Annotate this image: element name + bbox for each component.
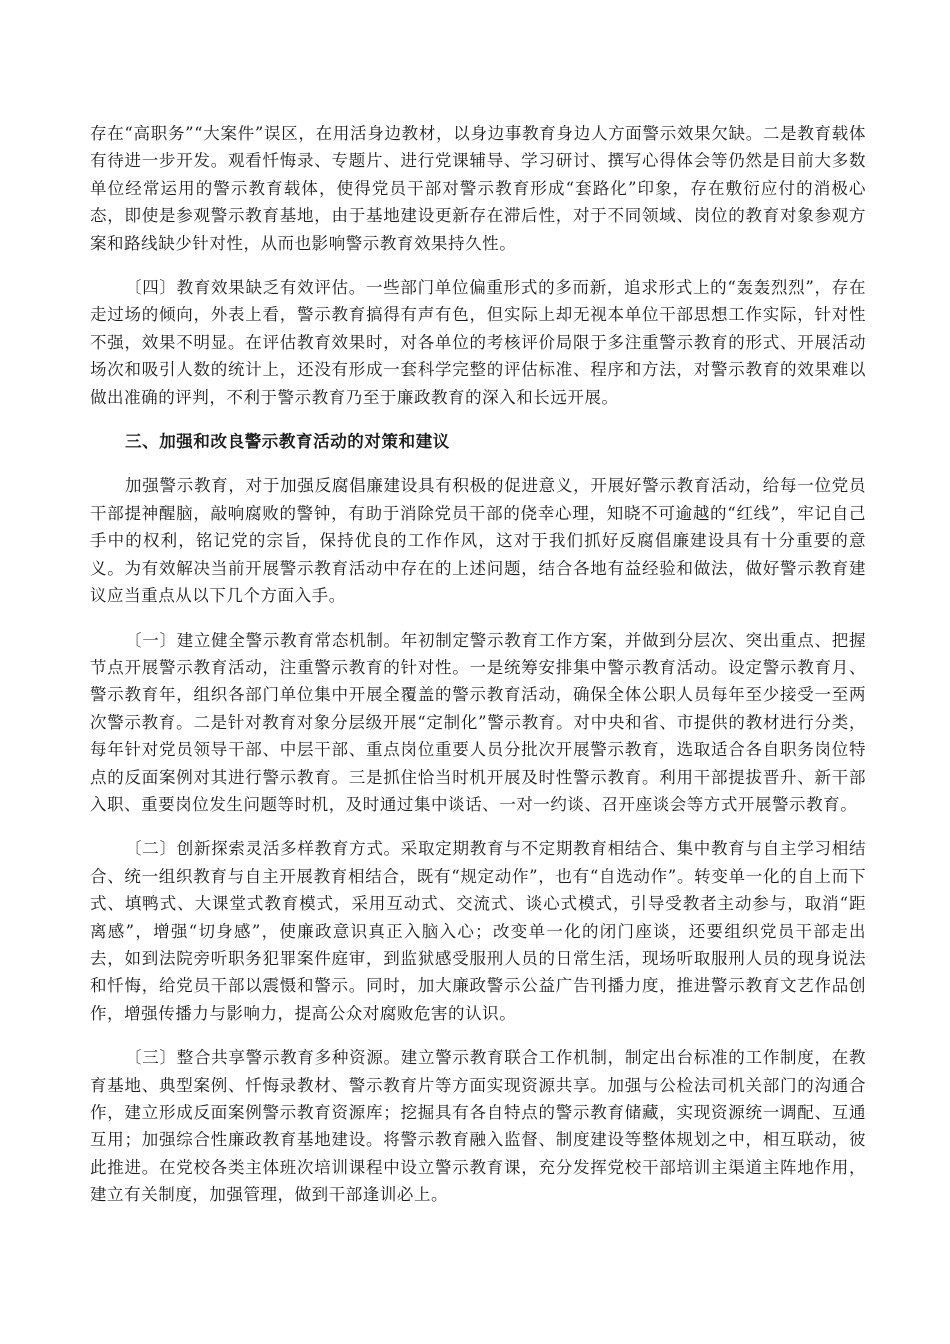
paragraph-education-carrier: 存在“高职务”“大案件”误区，在用活身边教材，以身边事教育身边人方面警示效果欠缺。二是教育载体有待进一步开发。观看忏悔录、专题片、进行党课辅导、学习研讨、撰写心得体会等仍然是目前大多数单位经常运用的警示教育载体，使得党员干部对警示教育形成“套路化”印象，存在敷衍应付的消极心态，即使是参观警示教育基地，由于基地建设更新存在滞后性，对于不同领域、岗位的教育对象参观方案和路线缺少针对性，从而也影响警示教育效果持久性。 (90, 124, 866, 253)
paragraph-intro: 加强警示教育，对于加强反腐倡廉建设具有积极的促进意义，开展好警示教育活动，给每一位党员干部提神醒脑，敲响腐败的警钟，有助于消除党员干部的侥幸心理，知晓不可逾越的“红线”，牢记自己手中的权利，铭记党的宗旨，保持优良的工作作风，这对于我们抓好反腐倡廉建设具有十分重要的意义。为有效解决当前开展警示教育活动中存在的上述问题，结合各地有益经验和做法，做好警示教育建议应当重点从以下几个方面入手。 (90, 476, 866, 606)
paragraph-mechanism: 〔一〕建立健全警示教育常态机制。年初制定警示教育工作方案，并做到分层次、突出重点、把握节点开展警示教育活动，注重警示教育的针对性。一是统筹安排集中警示教育活动。设定警示教育月、警示教育年，组织各部门单位集中开展全覆盖的警示教育活动，确保全体公职人员每年至少接受一至两次警示教育。二是针对教育对象分层级开展“定制化”警示教育。对中央和省、市提供的教材进行分类，每年针对党员领导干部、中层干部、重点岗位重要人员分批次开展警示教育，选取适合各自职务岗位特点的反面案例对其进行警示教育。三是抓住恰当时机开展及时性警示教育。利用干部提拔晋升、新干部入职、重要岗位发生问题等时机，及时通过集中谈话、一对一约谈、召开座谈会等方式开展警示教育。 (90, 630, 866, 814)
section-heading: 三、加强和改良警示教育活动的对策和建议 (125, 432, 450, 452)
document-page (90, 120, 866, 1226)
paragraph-resources: 〔三〕整合共享警示教育多种资源。建立警示教育联合工作机制，制定出台标准的工作制度，在教育基地、典型案例、忏悔录教材、警示教育片等方面实现资源共享。加强与公检法司机关部门的沟通合作，建立形成反面案例警示教育资源库；挖掘具有各自特点的警示教育储藏，实现资源统一调配、互通互用；加强综合性廉政教育基地建设。将警示教育融入监督、制度建设等整体规划之中，相互联动，彼此推进。在党校各类主体班次培训课程中设立警示教育课，充分发挥党校干部培训主渠道主阵地作用，建立有关制度，加强管理，做到干部逢训必上。 (90, 1048, 866, 1205)
paragraph-methods: 〔二〕创新探索灵活多样教育方式。采取定期教育与不定期教育相结合、集中教育与自主学习相结合、统一组织教育与自主开展教育相结合，既有“规定动作”，也有“自选动作”。转变单一化的自上而下式、填鸭式、大课堂式教育模式，采用互动式、交流式、谈心式模式，引导受教者主动参与，取消“距离感”，增强“切身感”，使廉政意识真正入脑入心；改变单一化的闭门座谈，还要组织党员干部走出去，如到法院旁听职务犯罪案件庭审，到监狱感受服刑人员的日常生活，现场听取服刑人员的现身说法和忏悔，给党员干部以震慑和警示。同时，加大廉政警示公益广告刊播力度，推进警示教育文艺作品创作，增强传播力与影响力，提高公众对腐败危害的认识。 (90, 839, 866, 1023)
paragraph-effect-evaluation: 〔四〕教育效果缺乏有效评估。一些部门单位偏重形式的多而新，追求形式上的“轰轰烈烈”，存在走过场的倾向，外表上看，警示教育搞得有声有色，但实际上却无视本单位干部思想工作实际，针对性不强，效果不明显。在评估教育效果时，对各单位的考核评价局限于多注重警示教育的形式、开展活动场次和吸引人数的统计上，还没有形成一套科学完整的评估标准、程序和方法，对警示教育的效果难以做出准确的评判，不利于警示教育乃至于廉政教育的深入和长远开展。 (90, 278, 866, 407)
